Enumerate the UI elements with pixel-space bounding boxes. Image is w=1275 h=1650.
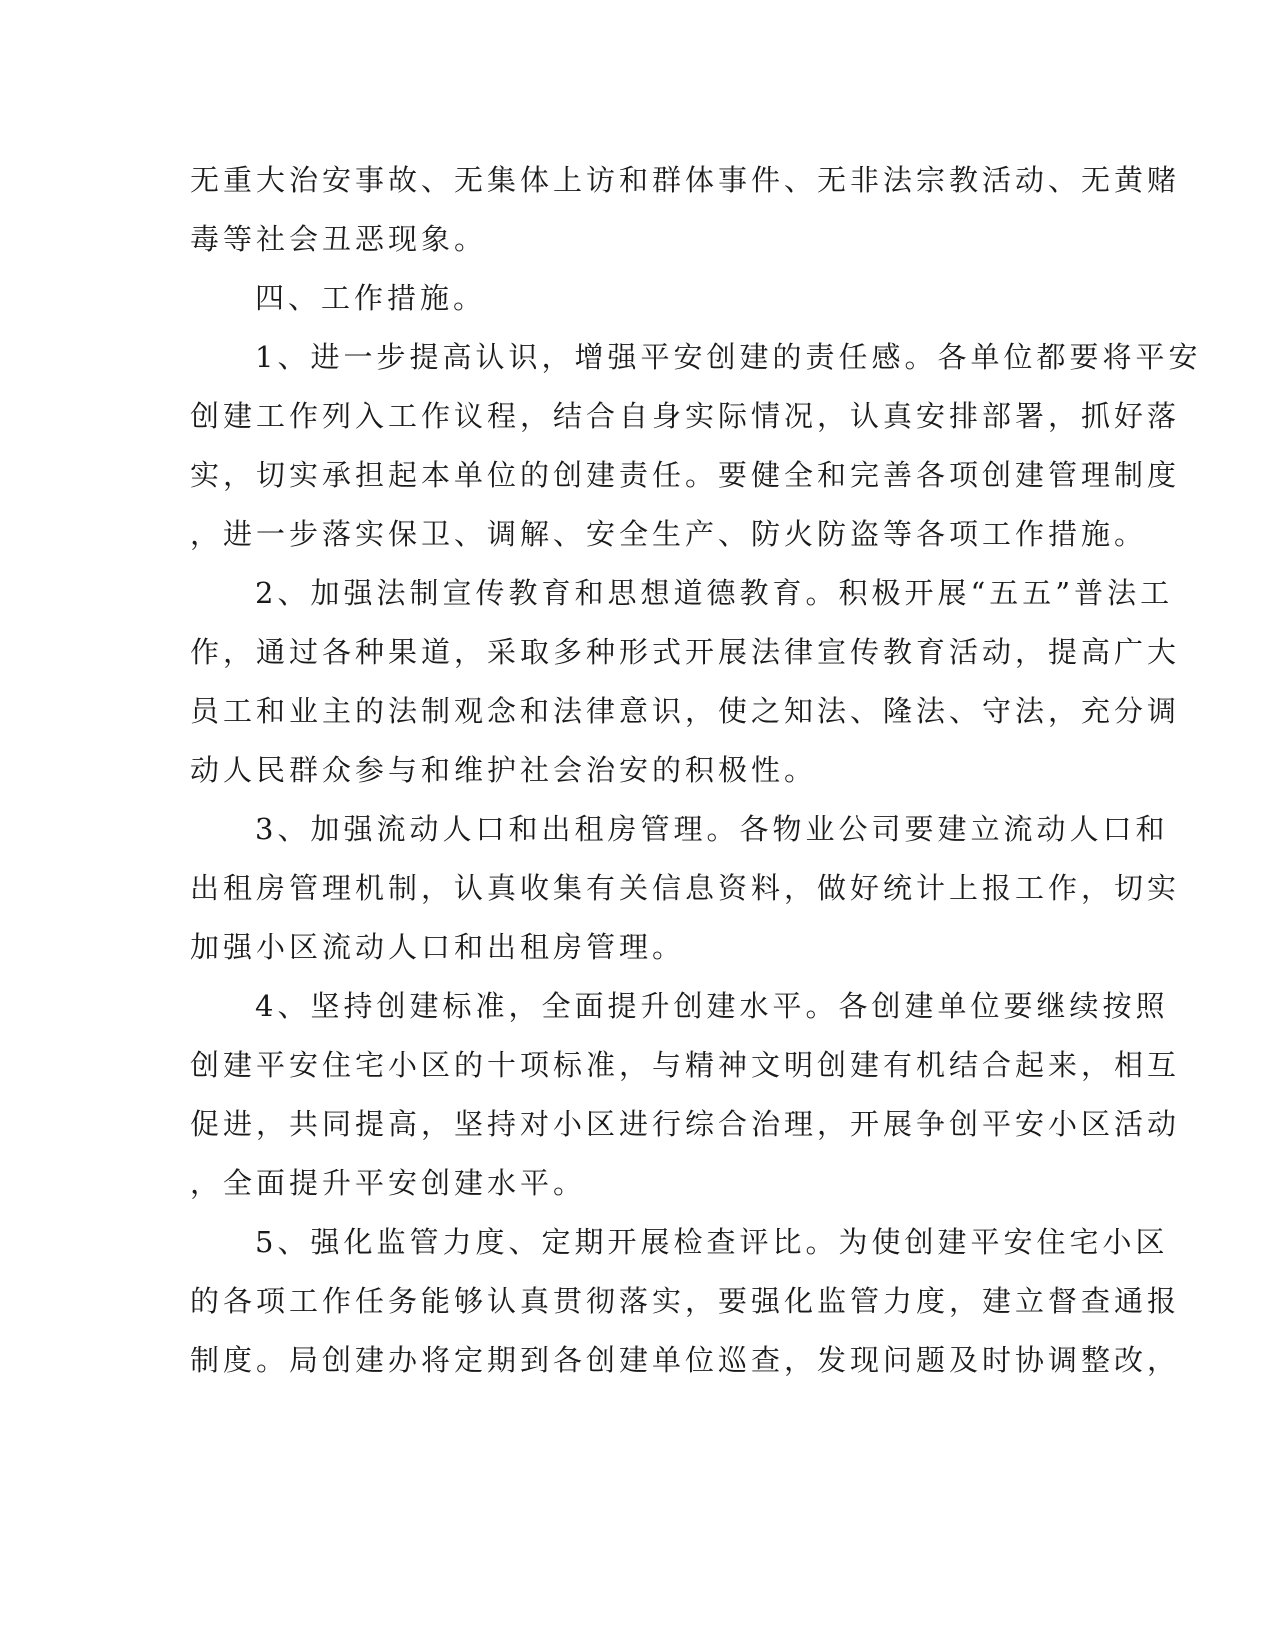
text-line: 5、强化监管力度、定期开展检查评比。为使创建平安住宅小区 [255,1225,1169,1259]
text-line: 4、坚持创建标准，全面提升创建水平。各创建单位要继续按照 [255,989,1169,1023]
text-line: 作，通过各种果道，采取多种形式开展法律宣传教育活动，提高广大 [190,635,1181,669]
text-line: 员工和业主的法制观念和法律意识，使之知法、隆法、守法，充分调 [190,694,1181,728]
text-line: 毒等社会丑恶现象。 [190,222,488,256]
text-line: 动人民群众参与和维护社会治安的积极性。 [190,753,818,787]
text-line: 促进，共同提高，坚持对小区进行综合治理，开展争创平安小区活动 [190,1107,1181,1141]
text-line: 创建平安住宅小区的十项标准，与精神文明创建有机结合起来，相互 [190,1048,1181,1082]
text-line: ，进一步落实保卫、调解、安全生产、防火防盗等各项工作措施。 [190,517,1148,551]
section-heading: 四、工作措施。 [255,281,487,315]
text-line: 制度。局创建办将定期到各创建单位巡查，发现问题及时协调整改， [190,1343,1181,1377]
text-line: 的各项工作任务能够认真贯彻落实，要强化监管力度，建立督查通报 [190,1284,1181,1318]
text-line: 实，切实承担起本单位的创建责任。要健全和完善各项创建管理制度 [190,458,1181,492]
text-line: 加强小区流动人口和出租房管理。 [190,930,686,964]
text-line: 2、加强法制宣传教育和思想道德教育。积极开展“五五”普法工 [255,576,1174,610]
text-line: 3、加强流动人口和出租房管理。各物业公司要建立流动人口和 [255,812,1169,846]
text-line: 无重大治安事故、无集体上访和群体事件、无非法宗教活动、无黄赌 [190,163,1181,197]
text-line: ，全面提升平安创建水平。 [190,1166,587,1200]
text-line: 1、进一步提高认识，增强平安创建的责任感。各单位都要将平安 [255,340,1202,374]
text-line: 出租房管理机制，认真收集有关信息资料，做好统计上报工作，切实 [190,871,1181,905]
text-line: 创建工作列入工作议程，结合自身实际情况，认真安排部署，抓好落 [190,399,1181,433]
